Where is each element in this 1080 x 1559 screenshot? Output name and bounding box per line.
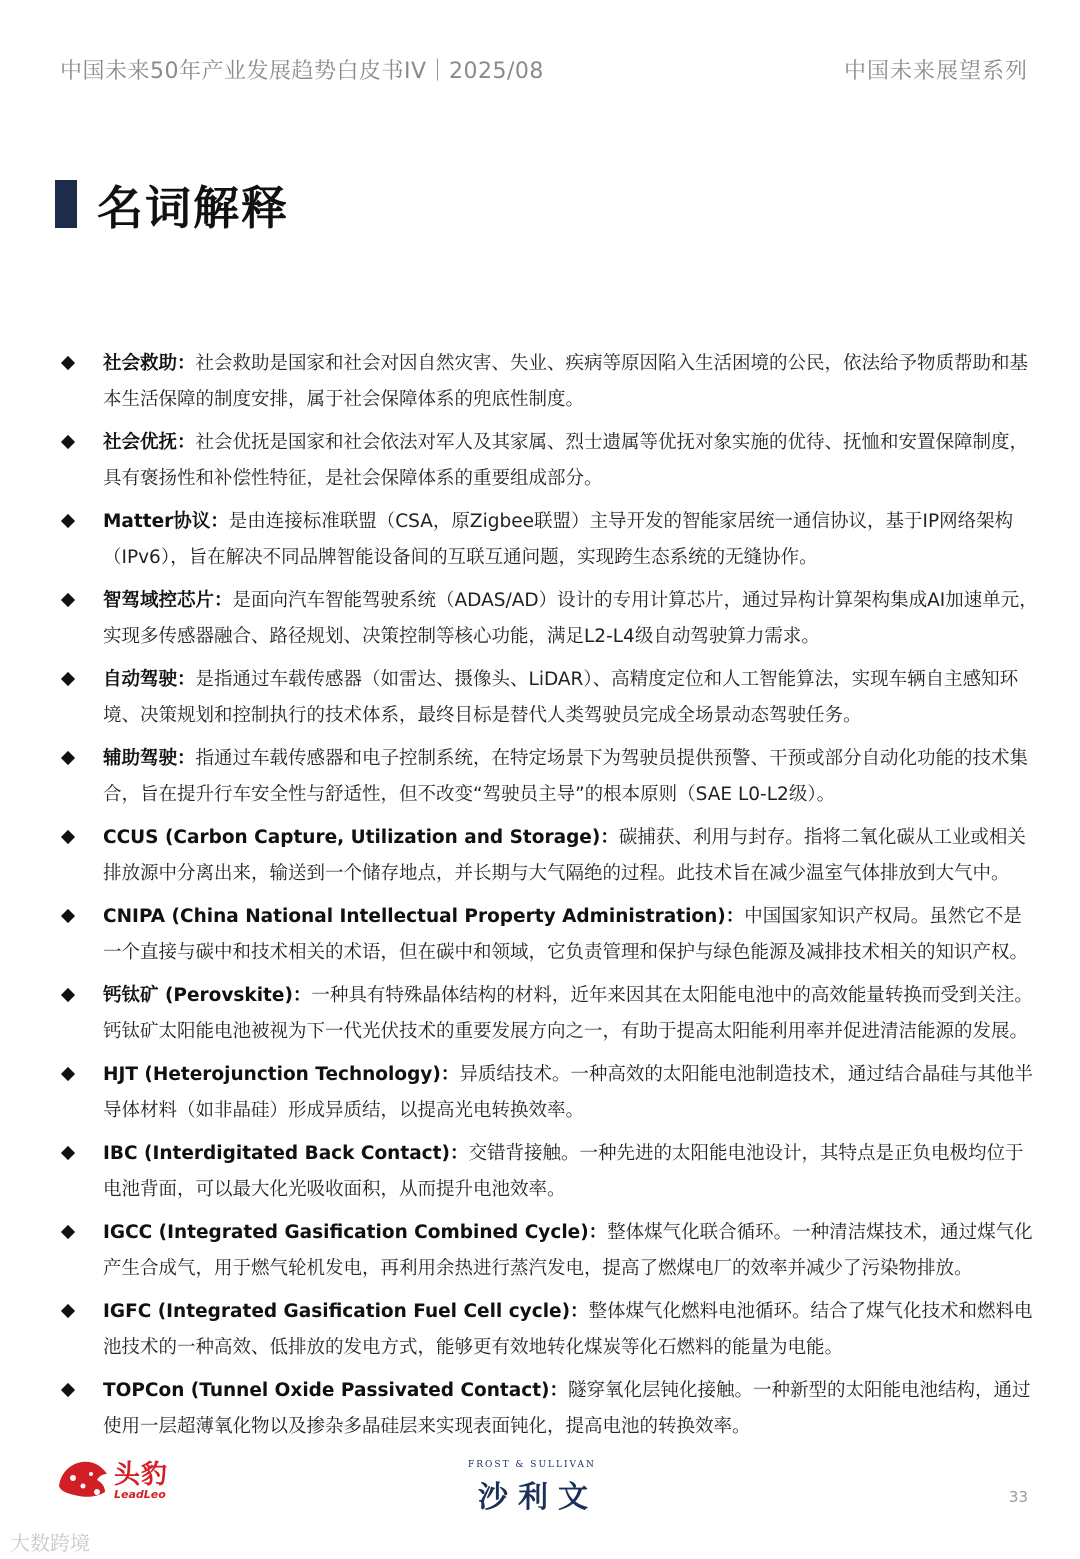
page-number: 33 [1008,1488,1028,1506]
glossary-entry [60,504,1040,576]
glossary-definition: 隧穿氧化层钝化接触。一种新型的太阳能电池结构，通过使用一层超薄氧化物以及掺杂多晶硅层来实现表面钝化，提高电池的转换效率。 [103,1380,1031,1437]
glossary-entry [60,425,1040,497]
glossary-term: CNIPA (China National Intellectual Property Administration)： [103,906,745,927]
glossary-term: IGFC (Integrated Gasification Fuel Cell cycle)： [103,1301,589,1322]
glossary-entry [60,1136,1040,1208]
diamond-bullet-icon [61,988,75,1002]
diamond-bullet-icon [61,1383,75,1397]
glossary-definition: 社会救助是国家和社会对因自然灾害、失业、疾病等原因陷入生活困境的公民，依法给予物质帮助和基本生活保障的制度安排，属于社会保障体系的兜底性制度。 [103,353,1029,410]
glossary-term: 钙钛矿 (Perovskite)： [103,985,312,1006]
diamond-bullet-icon [61,435,75,449]
diamond-bullet-icon [61,1225,75,1239]
glossary-entry [60,1057,1040,1129]
glossary-definition: 社会优抚是国家和社会依法对军人及其家属、烈士遗属等优抚对象实施的优待、抚恤和安置保障制度，具有褒扬性和补偿性特征，是社会保障体系的重要组成部分。 [103,432,1029,489]
title-accent-bar [55,180,77,228]
leadleo-brand-cn: 头豹 [114,1460,169,1490]
glossary-definition: 一种具有特殊晶体结构的材料，近年来因其在太阳能电池中的高效能量转换而受到关注。钙钛矿太阳能电池被视为下一代光伏技术的重要发展方向之一，有助于提高太阳能利用率并促进清洁能源的发展。 [103,985,1033,1042]
frost-sullivan-brand-cn: 沙利文 [478,1480,598,1515]
glossary-entry [60,346,1040,418]
diamond-bullet-icon [61,909,75,923]
diamond-bullet-icon [61,356,75,370]
header-right-text: 中国未来展望系列 [843,59,1028,84]
glossary-definition: 是面向汽车智能驾驶系统（ADAS/AD）设计的专用计算芯片，通过异构计算架构集成AI加速单元，实现多传感器融合、路径规划、决策控制等核心功能，满足L2-L4级自动驾驶算力需求。 [103,590,1038,647]
glossary-definition: 指通过车载传感器和电子控制系统，在特定场景下为驾驶员提供预警、干预或部分自动化功能的技术集合，旨在提升行车安全性与舒适性，但不改变“驾驶员主导”的根本原则（SAE L0-L2级）。 [103,748,1029,805]
glossary-term: TOPCon (Tunnel Oxide Passivated Contact)： [103,1380,568,1401]
glossary-entry [60,1373,1040,1445]
glossary-term: 自动驾驶： [103,669,196,690]
diamond-bullet-icon [61,672,75,686]
glossary-term: 辅助驾驶： [103,748,196,769]
glossary-entry [60,583,1040,655]
glossary-entry [60,662,1040,734]
glossary-definition: 异质结技术。一种高效的太阳能电池制造技术，通过结合晶硅与其他半导体材料（如非晶硅）形成异质结，以提高光电转换效率。 [103,1064,1033,1121]
glossary-term: IGCC (Integrated Gasification Combined Cycle)： [103,1222,608,1243]
watermark-text: 大数跨境 [10,1531,90,1555]
glossary-term: 社会优抚： [103,432,196,453]
glossary-definition: 整体煤气化联合循环。一种清洁煤技术，通过煤气化产生合成气，用于燃气轮机发电，再利用余热进行蒸汽发电，提高了燃煤电厂的效率并减少了污染物排放。 [103,1222,1033,1279]
diamond-bullet-icon [61,751,75,765]
glossary-entry [60,1294,1040,1366]
diamond-bullet-icon [61,1304,75,1318]
glossary-term: 智驾域控芯片： [103,590,233,611]
glossary-definition: 交错背接触。一种先进的太阳能电池设计，其特点是正负电极均位于电池背面，可以最大化光吸收面积，从而提升电池效率。 [103,1143,1024,1200]
glossary-term: HJT (Heterojunction Technology)： [103,1064,460,1085]
glossary-definition: 碳捕获、利用与封存。指将二氧化碳从工业或相关排放源中分离出来，输送到一个储存地点，并长期与大气隔绝的过程。此技术旨在减少温室气体排放到大气中。 [103,827,1026,884]
glossary-term: CCUS (Carbon Capture, Utilization and Storage)： [103,827,619,848]
glossary-definition: 中国国家知识产权局。虽然它不是一个直接与碳中和技术相关的术语，但在碳中和领域，它负责管理和保护与绿色能源及减排技术相关的知识产权。 [103,906,1029,963]
glossary-entry [60,899,1040,971]
frost-sullivan-brand-en: FROST & SULLIVAN [468,1460,596,1470]
diamond-bullet-icon [61,593,75,607]
page-title: 名词解释 [97,181,289,235]
glossary-entry [60,820,1040,892]
glossary-term: IBC (Interdigitated Back Contact)： [103,1143,469,1164]
glossary-list [60,346,1040,1452]
glossary-entry [60,1215,1040,1287]
glossary-definition: 是由连接标准联盟（CSA，原Zigbee联盟）主导开发的智能家居统一通信协议，基于IP网络架构（IPv6），旨在解决不同品牌智能设备间的互联互通问题，实现跨生态系统的无缝协作。 [103,511,1014,568]
glossary-entry [60,741,1040,813]
glossary-definition: 是指通过车载传感器（如雷达、摄像头、LiDAR）、高精度定位和人工智能算法，实现车辆自主感知环境、决策规划和控制执行的技术体系，最终目标是替代人类驾驶员完成全场景动态驾驶任务。 [103,669,1019,726]
glossary-entry [60,978,1040,1050]
diamond-bullet-icon [61,830,75,844]
glossary-term: 社会救助： [103,353,196,374]
glossary-term: Matter协议： [103,511,229,532]
header-left-text: 中国未来50年产业发展趋势白皮书IV｜2025/08 [60,59,544,84]
leadleo-brand-en: LeadLeo [114,1488,166,1501]
diamond-bullet-icon [61,1067,75,1081]
glossary-definition: 整体煤气化燃料电池循环。结合了煤气化技术和燃料电池技术的一种高效、低排放的发电方式，能够更有效地转化煤炭等化石燃料的能量为电能。 [103,1301,1033,1358]
diamond-bullet-icon [61,514,75,528]
diamond-bullet-icon [61,1146,75,1160]
